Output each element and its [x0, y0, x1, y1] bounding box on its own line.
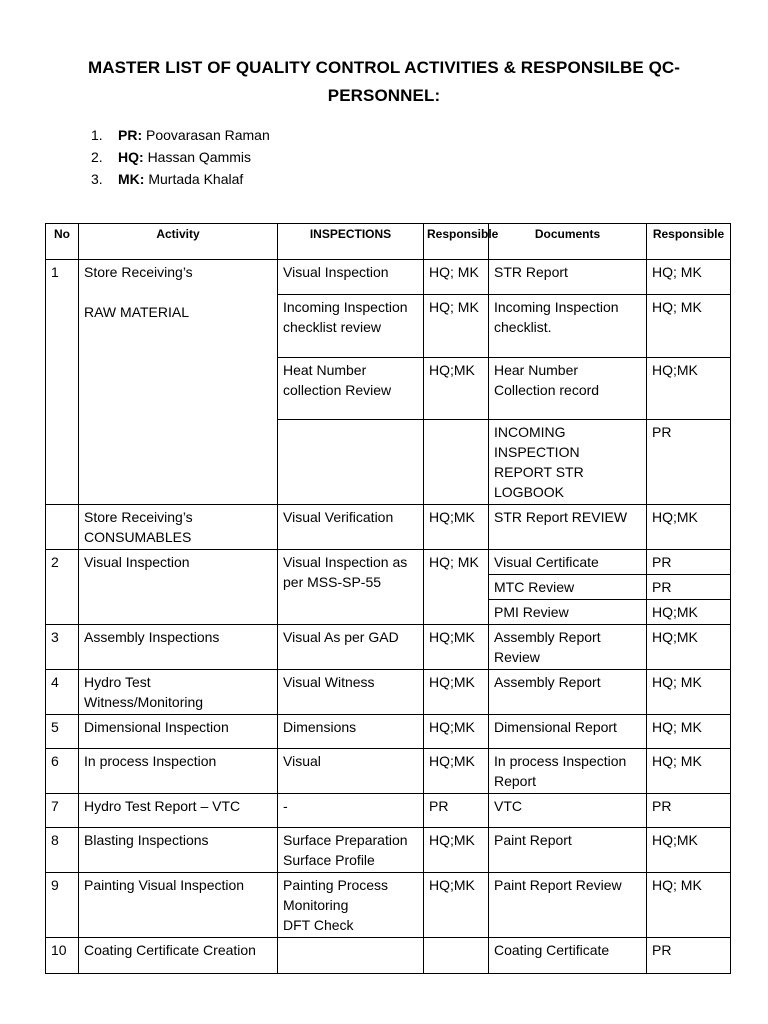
cell-document: Incoming Inspection checklist.: [489, 295, 647, 358]
cell-responsible: PR: [647, 575, 731, 600]
cell-document: PMI Review: [489, 600, 647, 625]
cell-activity: Assembly Inspections: [79, 625, 278, 670]
cell-document: Hear Number Collection record: [489, 358, 647, 420]
cell-inspection: Dimensions: [278, 715, 424, 749]
cell-activity: Hydro Test Report – VTC: [79, 794, 278, 828]
cell-inspection: Heat Number collection Review: [278, 358, 424, 420]
cell-document: In process Inspection Report: [489, 749, 647, 794]
personnel-item: [91, 124, 768, 146]
personnel-item: [91, 168, 768, 190]
cell-responsible: HQ;MK: [424, 625, 489, 670]
header-responsible: Responsible: [647, 224, 731, 260]
cell-document: Paint Report: [489, 828, 647, 873]
cell-responsible: HQ;MK: [647, 358, 731, 420]
cell-responsible: HQ;MK: [424, 873, 489, 938]
cell-responsible: HQ;MK: [424, 358, 489, 420]
cell-activity: Store Receiving’s CONSUMABLES: [79, 505, 278, 550]
cell-inspection-empty: [278, 420, 424, 505]
inspection-line: Surface Preparation: [283, 832, 408, 848]
personnel-list: [0, 124, 768, 190]
cell-no: 6: [46, 749, 79, 794]
header-activity: Activity: [79, 224, 278, 260]
cell-document: Coating Certificate: [489, 938, 647, 974]
cell-inspection: Visual: [278, 749, 424, 794]
cell-responsible: HQ;MK: [424, 715, 489, 749]
cell-inspection: Visual Verification: [278, 505, 424, 550]
header-no: No: [46, 224, 79, 260]
qc-activities-table: [45, 223, 731, 974]
table-row: [46, 938, 731, 974]
cell-activity: Blasting Inspections: [79, 828, 278, 873]
cell-responsible: HQ; MK: [424, 295, 489, 358]
cell-activity: Coating Certificate Creation: [79, 938, 278, 974]
cell-responsible: PR: [647, 794, 731, 828]
cell-inspection: Visual Inspection: [278, 260, 424, 295]
cell-inspection: -: [278, 794, 424, 828]
cell-responsible: HQ;MK: [424, 828, 489, 873]
cell-inspection: Visual Inspection as per MSS-SP-55: [278, 550, 424, 625]
cell-responsible: HQ;MK: [647, 828, 731, 873]
cell-no-empty: [46, 505, 79, 550]
cell-responsible: HQ; MK: [424, 260, 489, 295]
cell-no: 7: [46, 794, 79, 828]
cell-activity: Hydro Test Witness/Monitoring: [79, 670, 278, 715]
personnel-name: Poovarasan Raman: [146, 127, 270, 143]
personnel-name: Hassan Qammis: [147, 149, 252, 165]
cell-no: 10: [46, 938, 79, 974]
personnel-item: [91, 146, 768, 168]
cell-responsible: PR: [647, 938, 731, 974]
cell-responsible: PR: [647, 420, 731, 505]
cell-inspection: Incoming Inspection checklist review: [278, 295, 424, 358]
cell-responsible: HQ;MK: [647, 505, 731, 550]
cell-activity: Painting Visual Inspection: [79, 873, 278, 938]
personnel-code: MK:: [118, 171, 145, 187]
inspection-line: Surface Profile: [283, 852, 375, 868]
cell-inspection: Visual Witness: [278, 670, 424, 715]
cell-document: Dimensional Report: [489, 715, 647, 749]
cell-activity: Visual Inspection: [79, 550, 278, 625]
header-inspections: INSPECTIONS: [278, 224, 424, 260]
cell-document: STR Report REVIEW: [489, 505, 647, 550]
cell-inspection: [278, 828, 424, 873]
cell-responsible: HQ;MK: [424, 505, 489, 550]
cell-activity: In process Inspection: [79, 749, 278, 794]
inspection-line: DFT Check: [283, 917, 354, 933]
table-header-row: [46, 224, 731, 260]
cell-document: VTC: [489, 794, 647, 828]
table-row: [46, 260, 731, 295]
cell-document: Paint Report Review: [489, 873, 647, 938]
cell-document: Assembly Report: [489, 670, 647, 715]
cell-responsible-empty: [424, 420, 489, 505]
header-documents: Documents: [489, 224, 647, 260]
cell-responsible: HQ; MK: [647, 715, 731, 749]
table-row: [46, 873, 731, 938]
table-row: [46, 749, 731, 794]
cell-responsible: HQ;MK: [647, 600, 731, 625]
cell-document: Visual Certificate: [489, 550, 647, 575]
cell-responsible: HQ;MK: [424, 749, 489, 794]
cell-responsible: PR: [424, 794, 489, 828]
cell-inspection: Visual As per GAD: [278, 625, 424, 670]
cell-no: 5: [46, 715, 79, 749]
cell-inspection: [278, 938, 424, 974]
document-title: MASTER LIST OF QUALITY CONTROL ACTIVITIES & RESPONSILBE QC-PERSONNEL:: [87, 58, 681, 105]
personnel-code: HQ:: [118, 149, 144, 165]
table-row: [46, 625, 731, 670]
cell-activity: [79, 260, 278, 505]
cell-activity: Dimensional Inspection: [79, 715, 278, 749]
personnel-code: PR:: [118, 127, 143, 143]
table-row: [46, 670, 731, 715]
table-row: [46, 715, 731, 749]
cell-document: INCOMING INSPECTION REPORT STR LOGBOOK: [489, 420, 647, 505]
table-row: [46, 794, 731, 828]
cell-inspection: [278, 873, 424, 938]
cell-no: 1: [46, 260, 79, 505]
cell-no: 8: [46, 828, 79, 873]
cell-responsible: HQ;MK: [424, 670, 489, 715]
cell-responsible: HQ; MK: [647, 873, 731, 938]
cell-no: 4: [46, 670, 79, 715]
cell-no: 9: [46, 873, 79, 938]
inspection-line: Painting Process Monitoring: [283, 877, 389, 913]
cell-responsible: HQ; MK: [647, 670, 731, 715]
cell-responsible: [424, 938, 489, 974]
cell-responsible: HQ;MK: [647, 625, 731, 670]
list-number: 2.: [91, 149, 103, 165]
table-row: [46, 828, 731, 873]
cell-responsible: HQ; MK: [647, 295, 731, 358]
activity-subtext: RAW MATERIAL: [84, 304, 190, 320]
cell-responsible: HQ; MK: [424, 550, 489, 625]
list-number: 1.: [91, 127, 103, 143]
cell-responsible: HQ; MK: [647, 749, 731, 794]
activity-text: Store Receiving’s: [84, 264, 193, 280]
list-number: 3.: [91, 171, 103, 187]
cell-no: 2: [46, 550, 79, 625]
cell-document: Assembly Report Review: [489, 625, 647, 670]
cell-responsible: HQ; MK: [647, 260, 731, 295]
cell-document: MTC Review: [489, 575, 647, 600]
cell-no: 3: [46, 625, 79, 670]
table-row: [46, 505, 731, 550]
header-responsible: Responsible: [424, 224, 489, 260]
personnel-name: Murtada Khalaf: [148, 171, 244, 187]
table-row: [46, 550, 731, 575]
cell-document: STR Report: [489, 260, 647, 295]
cell-responsible: PR: [647, 550, 731, 575]
